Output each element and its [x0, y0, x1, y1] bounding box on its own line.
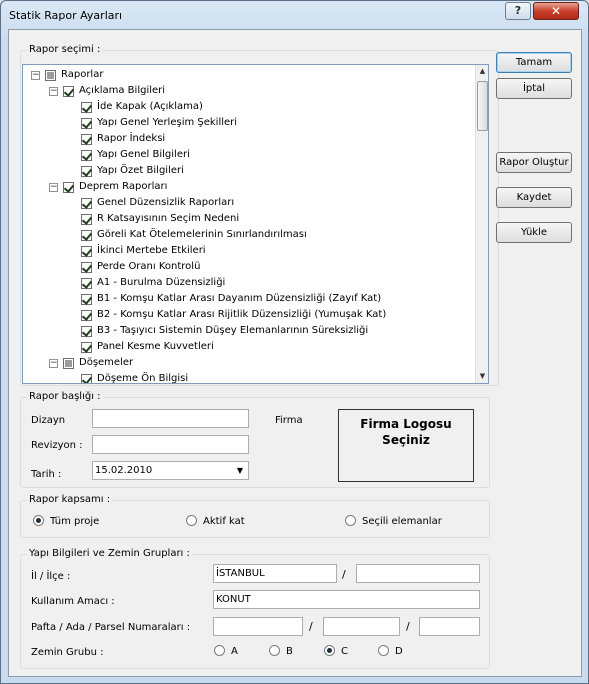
tree-item-checkbox[interactable]: [81, 150, 92, 161]
aktif-kat-label[interactable]: Aktif kat: [203, 516, 245, 527]
tree-item-label[interactable]: İde Kapak (Açıklama): [97, 101, 203, 112]
tree-item-label[interactable]: Göreli Kat Ötelemelerinin Sınırlandırılması: [97, 229, 307, 240]
ada-parsel-separator: /: [406, 620, 410, 633]
title-bar[interactable]: [1, 1, 588, 29]
aktif-kat-radio[interactable]: [186, 515, 197, 526]
tum-proje-label[interactable]: Tüm proje: [50, 516, 100, 527]
zemin-a-label[interactable]: A: [231, 646, 238, 657]
tree-item-checkbox[interactable]: [81, 118, 92, 129]
tree-item-checkbox[interactable]: [81, 214, 92, 225]
tree-item-checkbox[interactable]: [45, 70, 56, 81]
scroll-thumb[interactable]: [477, 81, 488, 131]
tree-item-label[interactable]: A1 - Burulma Düzensizliği: [97, 277, 226, 288]
tamam-button[interactable]: Tamam: [496, 52, 572, 73]
dizayn-input[interactable]: [92, 409, 249, 428]
collapse-icon[interactable]: −: [50, 358, 58, 368]
chevron-down-icon[interactable]: ▼: [236, 466, 244, 475]
tree-item-checkbox[interactable]: [81, 198, 92, 209]
il-ilce-label: İl / İlçe :: [31, 571, 71, 582]
tum-proje-radio[interactable]: [33, 515, 44, 526]
tree-item-checkbox[interactable]: [81, 342, 92, 353]
rapor-basligi-legend: Rapor başlığı :: [29, 391, 101, 402]
revizyon-input[interactable]: [92, 435, 249, 454]
tree-item-checkbox[interactable]: [63, 358, 74, 369]
ilce-input[interactable]: [356, 564, 480, 583]
tarih-date-picker[interactable]: [92, 461, 249, 480]
tree-item-label[interactable]: Genel Düzensizlik Raporları: [97, 197, 235, 208]
yukle-button[interactable]: Yükle: [496, 222, 572, 243]
scroll-down-arrow-icon[interactable]: ▼: [479, 372, 486, 380]
tree-item-label[interactable]: Perde Oranı Kontrolü: [97, 261, 201, 272]
il-input[interactable]: İSTANBUL: [213, 564, 337, 583]
tree-item-label[interactable]: Rapor İndeksi: [97, 133, 166, 144]
dizayn-label: Dizayn: [31, 415, 66, 426]
tarih-value: 15.02.2010: [95, 465, 153, 476]
iptal-button[interactable]: İptal: [496, 78, 572, 99]
tree-scrollbar[interactable]: [475, 65, 488, 383]
report-tree-items: [23, 65, 475, 384]
tree-item-checkbox[interactable]: [63, 86, 74, 97]
tree-item-checkbox[interactable]: [81, 166, 92, 177]
tree-item-checkbox[interactable]: [81, 102, 92, 113]
parsel-input[interactable]: [419, 617, 480, 636]
kullanim-amaci-input[interactable]: KONUT: [213, 590, 480, 609]
tree-item-label[interactable]: Panel Kesme Kuvvetleri: [97, 341, 214, 352]
tree-item-label[interactable]: Yapı Genel Bilgileri: [97, 149, 190, 160]
report-tree[interactable]: [22, 64, 489, 384]
firma-label: Firma: [275, 415, 303, 426]
tree-item-checkbox[interactable]: [81, 326, 92, 337]
tree-item-label[interactable]: B3 - Taşıyıcı Sistemin Düşey Elemanlarının Süreksizliği: [97, 325, 369, 336]
tree-item-checkbox[interactable]: [81, 230, 92, 241]
zemin-a-radio[interactable]: [214, 645, 225, 656]
secili-elemanlar-label[interactable]: Seçili elemanlar: [362, 516, 442, 527]
tree-item-checkbox[interactable]: [81, 278, 92, 289]
close-button[interactable]: ✕: [533, 2, 579, 20]
pafta-ada-separator: /: [309, 620, 313, 633]
tree-item-label[interactable]: R Katsayısının Seçim Nedeni: [97, 213, 240, 224]
tarih-label: Tarih :: [31, 469, 62, 480]
zemin-d-radio[interactable]: [378, 645, 389, 656]
collapse-icon[interactable]: −: [50, 182, 58, 192]
tree-item-label[interactable]: Yapı Genel Yerleşim Şekilleri: [97, 117, 238, 128]
tree-item-label[interactable]: İkinci Mertebe Etkileri: [97, 245, 206, 256]
tree-item-label[interactable]: Yapı Özet Bilgileri: [97, 165, 184, 176]
tree-item-checkbox[interactable]: [81, 310, 92, 321]
tree-item-label[interactable]: Açıklama Bilgileri: [79, 85, 166, 96]
zemin-grubu-label: Zemin Grubu :: [31, 647, 104, 658]
rapor-olustur-button[interactable]: Rapor Oluştur: [496, 152, 572, 173]
rapor-secimi-legend: Rapor seçimi :: [29, 44, 101, 55]
il-ilce-separator: /: [342, 568, 346, 581]
ada-input[interactable]: [323, 617, 400, 636]
tree-item-checkbox[interactable]: [81, 262, 92, 273]
kaydet-button[interactable]: Kaydet: [496, 187, 572, 208]
zemin-b-radio[interactable]: [269, 645, 280, 656]
tree-item-checkbox[interactable]: [63, 182, 74, 193]
help-button[interactable]: ?: [505, 2, 531, 20]
window-title: Statik Rapor Ayarları: [9, 9, 123, 22]
tree-item-checkbox[interactable]: [81, 134, 92, 145]
dialog-client-area: [8, 29, 582, 677]
tree-item-label[interactable]: Raporlar: [61, 69, 104, 80]
zemin-b-label[interactable]: B: [286, 646, 293, 657]
tree-item-checkbox[interactable]: [81, 374, 92, 384]
collapse-icon[interactable]: −: [32, 70, 40, 80]
zemin-c-label[interactable]: C: [341, 646, 348, 657]
collapse-icon[interactable]: −: [50, 86, 58, 96]
tree-item-label[interactable]: Döşeme Ön Bilgisi: [97, 373, 189, 384]
pafta-ada-parsel-label: Pafta / Ada / Parsel Numaraları :: [31, 622, 191, 633]
tree-item-checkbox[interactable]: [81, 246, 92, 257]
zemin-d-label[interactable]: D: [395, 646, 403, 657]
tree-item-label[interactable]: Deprem Raporları: [79, 181, 168, 192]
tree-item-label[interactable]: Döşemeler: [79, 357, 134, 368]
tree-item-label[interactable]: B2 - Komşu Katlar Arası Rijitlik Düzensizliği (Yumuşak Kat): [97, 309, 387, 320]
firma-logo-select[interactable]: Firma Logosu Seçiniz: [338, 409, 474, 482]
tree-item-checkbox[interactable]: [81, 294, 92, 305]
rapor-kapsami-legend: Rapor kapsamı :: [29, 494, 111, 505]
zemin-c-radio[interactable]: [324, 645, 335, 656]
yapi-bilgileri-legend: Yapı Bilgileri ve Zemin Grupları :: [29, 548, 190, 559]
tree-item-label[interactable]: B1 - Komşu Katlar Arası Dayanım Düzensizliği (Zayıf Kat): [97, 293, 382, 304]
revizyon-label: Revizyon :: [31, 440, 83, 451]
kullanim-amaci-label: Kullanım Amacı :: [31, 596, 115, 607]
scroll-up-arrow-icon[interactable]: ▲: [479, 67, 486, 75]
secili-elemanlar-radio[interactable]: [345, 515, 356, 526]
pafta-input[interactable]: [213, 617, 303, 636]
